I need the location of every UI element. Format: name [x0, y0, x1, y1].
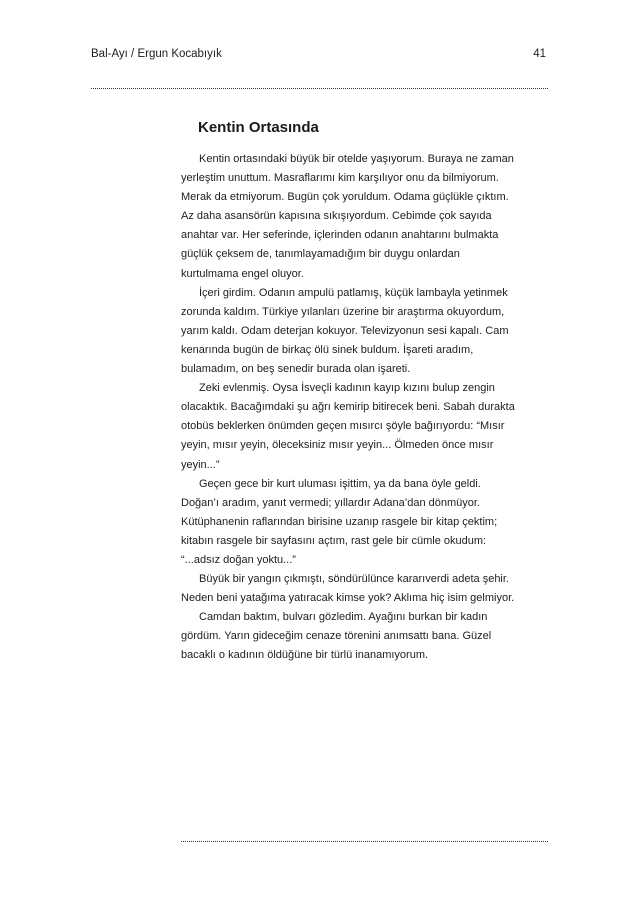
text-line: olacaktık. Bacağımdaki şu ağrı kemirip bitirecek beni. Sabah durakta — [181, 401, 515, 414]
text-line: “...adsız doğan yoktu...” — [181, 553, 296, 566]
header-divider — [91, 88, 548, 89]
text-line: Merak da etmiyorum. Bugün çok yoruldum. Odama güçlükle çıktım. — [181, 191, 509, 204]
text-line: yerleştim unuttum. Masraflarımı kim karşılıyor onu da bilmiyorum. — [181, 172, 499, 185]
running-header — [91, 46, 548, 62]
text-line: kitabın rasgele bir sayfasını açtım, rast gele bir cümle okudum: — [181, 534, 487, 547]
text-line: Büyük bir yangın çıkmıştı, söndürülünce kararıverdi adeta şehir. — [199, 573, 509, 586]
text-line: yarım kaldı. Odam deterjan kokuyor. Televizyonun sesi kapalı. Cam — [181, 324, 509, 337]
text-line: güçlük çeksem de, tanımlayamadığım bir duygu onlardan — [181, 248, 460, 261]
text-line: yeyin, mısır yeyin, öleceksiniz mısır yeyin... Ölmeden önce mısır — [181, 439, 494, 452]
text-line: Zeki evlenmiş. Oysa İsveçli kadının kayıp kızını bulup zengin — [199, 382, 495, 395]
text-line: İçeri girdim. Odanın ampulü patlamış, küçük lambayla yetinmek — [199, 286, 508, 299]
text-line: bacaklı o kadının öldüğüne bir türlü inanamıyorum. — [181, 649, 429, 662]
text-line: Az daha asansörün kapısına sıkışıyordum. Cebimde çok sayıda — [181, 210, 492, 223]
text-line: anahtar var. Her seferinde, içlerinden odanın anahtarını bulmakta — [181, 229, 499, 242]
text-line: gördüm. Yarın gideceğim cenaze törenini anımsattı bana. Güzel — [181, 630, 492, 643]
page-number: 41 — [533, 48, 546, 60]
running-title: Bal-Ayı / Ergun Kocabıyık — [91, 48, 222, 60]
text-line: zorunda kaldım. Türkiye yılanları üzerine bir araştırma okuyordum, — [181, 305, 505, 318]
body-text — [181, 150, 548, 666]
text-line: Neden beni yatağıma yatıracak kimse yok? Aklıma hiç isim gelmiyor. — [181, 592, 515, 605]
text-line: kenarında bugün de birkaç ölü sinek buldum. İşareti aradım, — [181, 343, 474, 356]
text-line: Geçen gece bir kurt uluması işittim, ya da bana öyle geldi. — [199, 477, 481, 490]
text-line: bulamadım, on beş senedir burada olan işareti. — [181, 363, 411, 376]
text-line: Doğan’ı aradım, yanıt vermedi; yıllardır Adana’dan dönmüyor. — [181, 496, 480, 509]
text-line: yeyin...” — [181, 458, 220, 471]
chapter-title: Kentin Ortasında — [198, 119, 319, 136]
text-line: Kentin ortasındaki büyük bir otelde yaşıyorum. Buraya ne zaman — [199, 153, 514, 165]
footer-divider — [181, 841, 548, 842]
text-line: Camdan baktım, bulvarı gözledim. Ayağını burkan bir kadın — [199, 611, 488, 624]
text-line: kurtulmama engel oluyor. — [181, 267, 304, 280]
text-line: otobüs beklerken önümden geçen mısırcı şöyle bağırıyordu: “Mısır — [181, 420, 505, 433]
text-line: Kütüphanenin raflarından birisine uzanıp rasgele bir kitap çektim; — [181, 515, 498, 528]
